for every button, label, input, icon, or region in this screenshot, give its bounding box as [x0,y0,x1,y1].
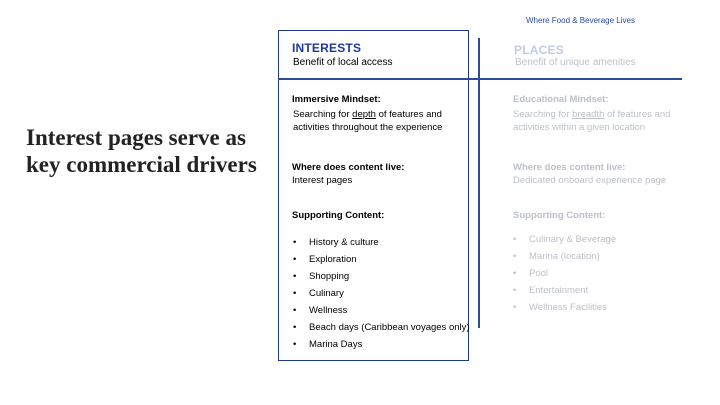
places-content-live-heading: Where does content live: [513,162,626,173]
slide-top-label: Where Food & Beverage Lives [526,16,635,25]
interests-content-live-heading: Where does content live: [292,162,405,173]
list-item: • Beach days (Caribbean voyages only) [293,319,470,336]
list-item: • History & culture [293,234,470,251]
places-mindset-heading: Educational Mindset: [513,94,609,105]
horizontal-divider [278,78,682,80]
slide-headline: Interest pages serve as key commercial drivers [26,125,257,177]
interests-mindset-text [293,108,463,134]
places-supporting-list [513,231,616,316]
list-item: • Culinary & Beverage [513,231,616,248]
list-item: • Wellness Facilities [513,299,616,316]
interests-subtitle: Benefit of local access [293,57,393,68]
list-item: • Culinary [293,285,470,302]
interests-mindset-pre: Searching for [293,109,353,120]
interests-supporting-list [293,234,470,353]
list-item: • Exploration [293,251,470,268]
places-title: PLACES [514,43,564,57]
interests-mindset-emphasis: depth [352,109,376,120]
interests-supporting-heading: Supporting Content: [292,210,385,221]
places-mindset-pre: Searching for [513,109,573,120]
interests-title: INTERESTS [292,41,362,55]
interests-mindset-post: of features and activities throughout the experience [293,109,443,133]
places-mindset-text [513,108,688,134]
places-mindset-post: of features and activities within a given location [513,109,671,133]
list-item: • Entertainment [513,282,616,299]
places-supporting-heading: Supporting Content: [513,210,606,221]
interests-mindset-heading: Immersive Mindset: [292,94,381,105]
list-item: • Marina Days [293,336,470,353]
list-item: • Shopping [293,268,470,285]
places-content-live-value: Dedicated onboard experience page [513,175,667,186]
list-item: • Pool [513,265,616,282]
interests-content-live-value: Interest pages [292,175,353,186]
places-subtitle: Benefit of unique amenities [515,57,636,68]
list-item: • Marina (location) [513,248,616,265]
list-item: • Wellness [293,302,470,319]
places-mindset-emphasis: breadth [572,109,605,120]
vertical-divider [478,38,480,328]
